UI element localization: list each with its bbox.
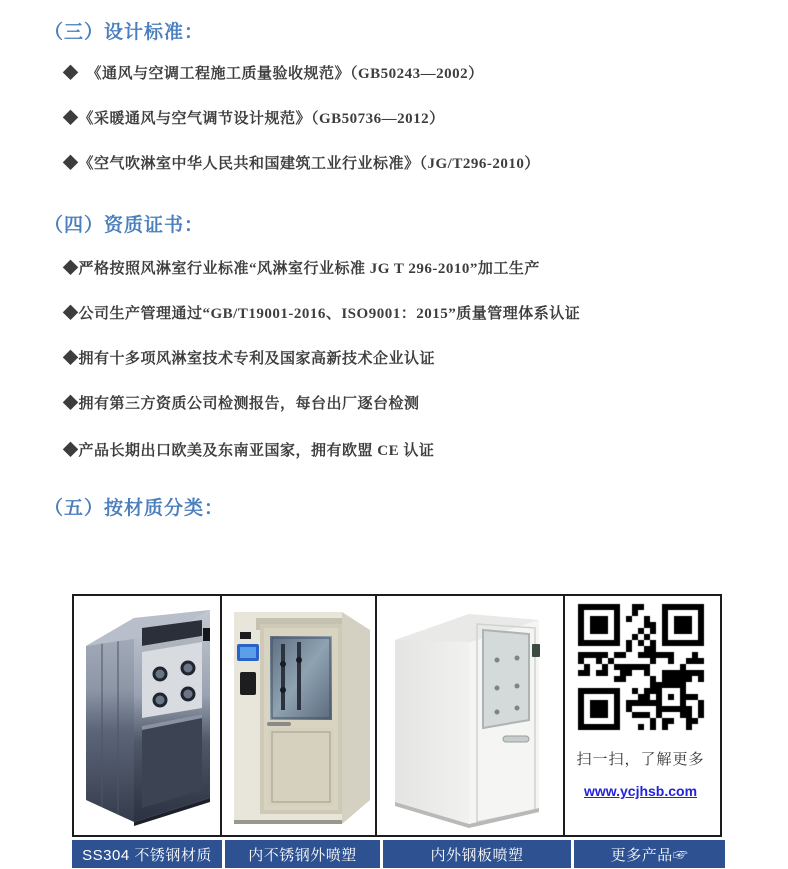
product-images-row (72, 594, 722, 837)
section-heading-certificates: （四）资质证书： (44, 215, 205, 236)
inner-stainless-outer-coated-air-shower-image (224, 598, 374, 833)
product-label-more-products[interactable]: 更多产品☞ (574, 840, 725, 868)
qr-cell (565, 596, 716, 835)
product-label-steel-coated: 内外钢板喷塑 (383, 840, 571, 868)
list-item: ◆公司生产管理通过“GB/T19001-2016、ISO9001：2015”质量管理体系认证 (63, 306, 581, 322)
list-item: ◆《空气吹淋室中华人民共和国建筑工业行业标准》（JG/T296-2010） (63, 156, 540, 172)
products-table (72, 594, 722, 868)
section-heading-design-standards: （三）设计标准： (44, 22, 205, 43)
website-link[interactable]: www.ycjhsb.com (583, 783, 698, 799)
product-image-cell (377, 596, 565, 835)
qr-caption: 扫一扫，了解更多 (576, 752, 705, 768)
product-labels-row (72, 840, 722, 868)
list-item: ◆ 《通风与空调工程施工质量验收规范》（GB50243—2002） (63, 66, 484, 82)
section-heading-materials: （五）按材质分类： (44, 498, 225, 519)
list-item: ◆拥有第三方资质公司检测报告，每台出厂逐台检测 (63, 396, 420, 412)
product-label-inner-stainless: 内不锈钢外喷塑 (225, 840, 380, 868)
list-item: ◆拥有十多项风淋室技术专利及国家高新技术企业认证 (63, 351, 436, 367)
product-image-cell (74, 596, 222, 835)
qr-code (577, 603, 705, 731)
stainless-steel-air-shower-image (76, 598, 218, 833)
steel-plate-coated-air-shower-image (379, 598, 561, 833)
list-item: ◆《采暖通风与空气调节设计规范》（GB50736—2012） (63, 111, 445, 127)
list-item: ◆产品长期出口欧美及东南亚国家，拥有欧盟 CE 认证 (63, 443, 435, 459)
list-item: ◆严格按照风淋室行业标准“风淋室行业标准 JG T 296-2010”加工生产 (63, 261, 540, 277)
product-image-cell (222, 596, 377, 835)
product-label-ss304: SS304 不锈钢材质 (72, 840, 222, 868)
